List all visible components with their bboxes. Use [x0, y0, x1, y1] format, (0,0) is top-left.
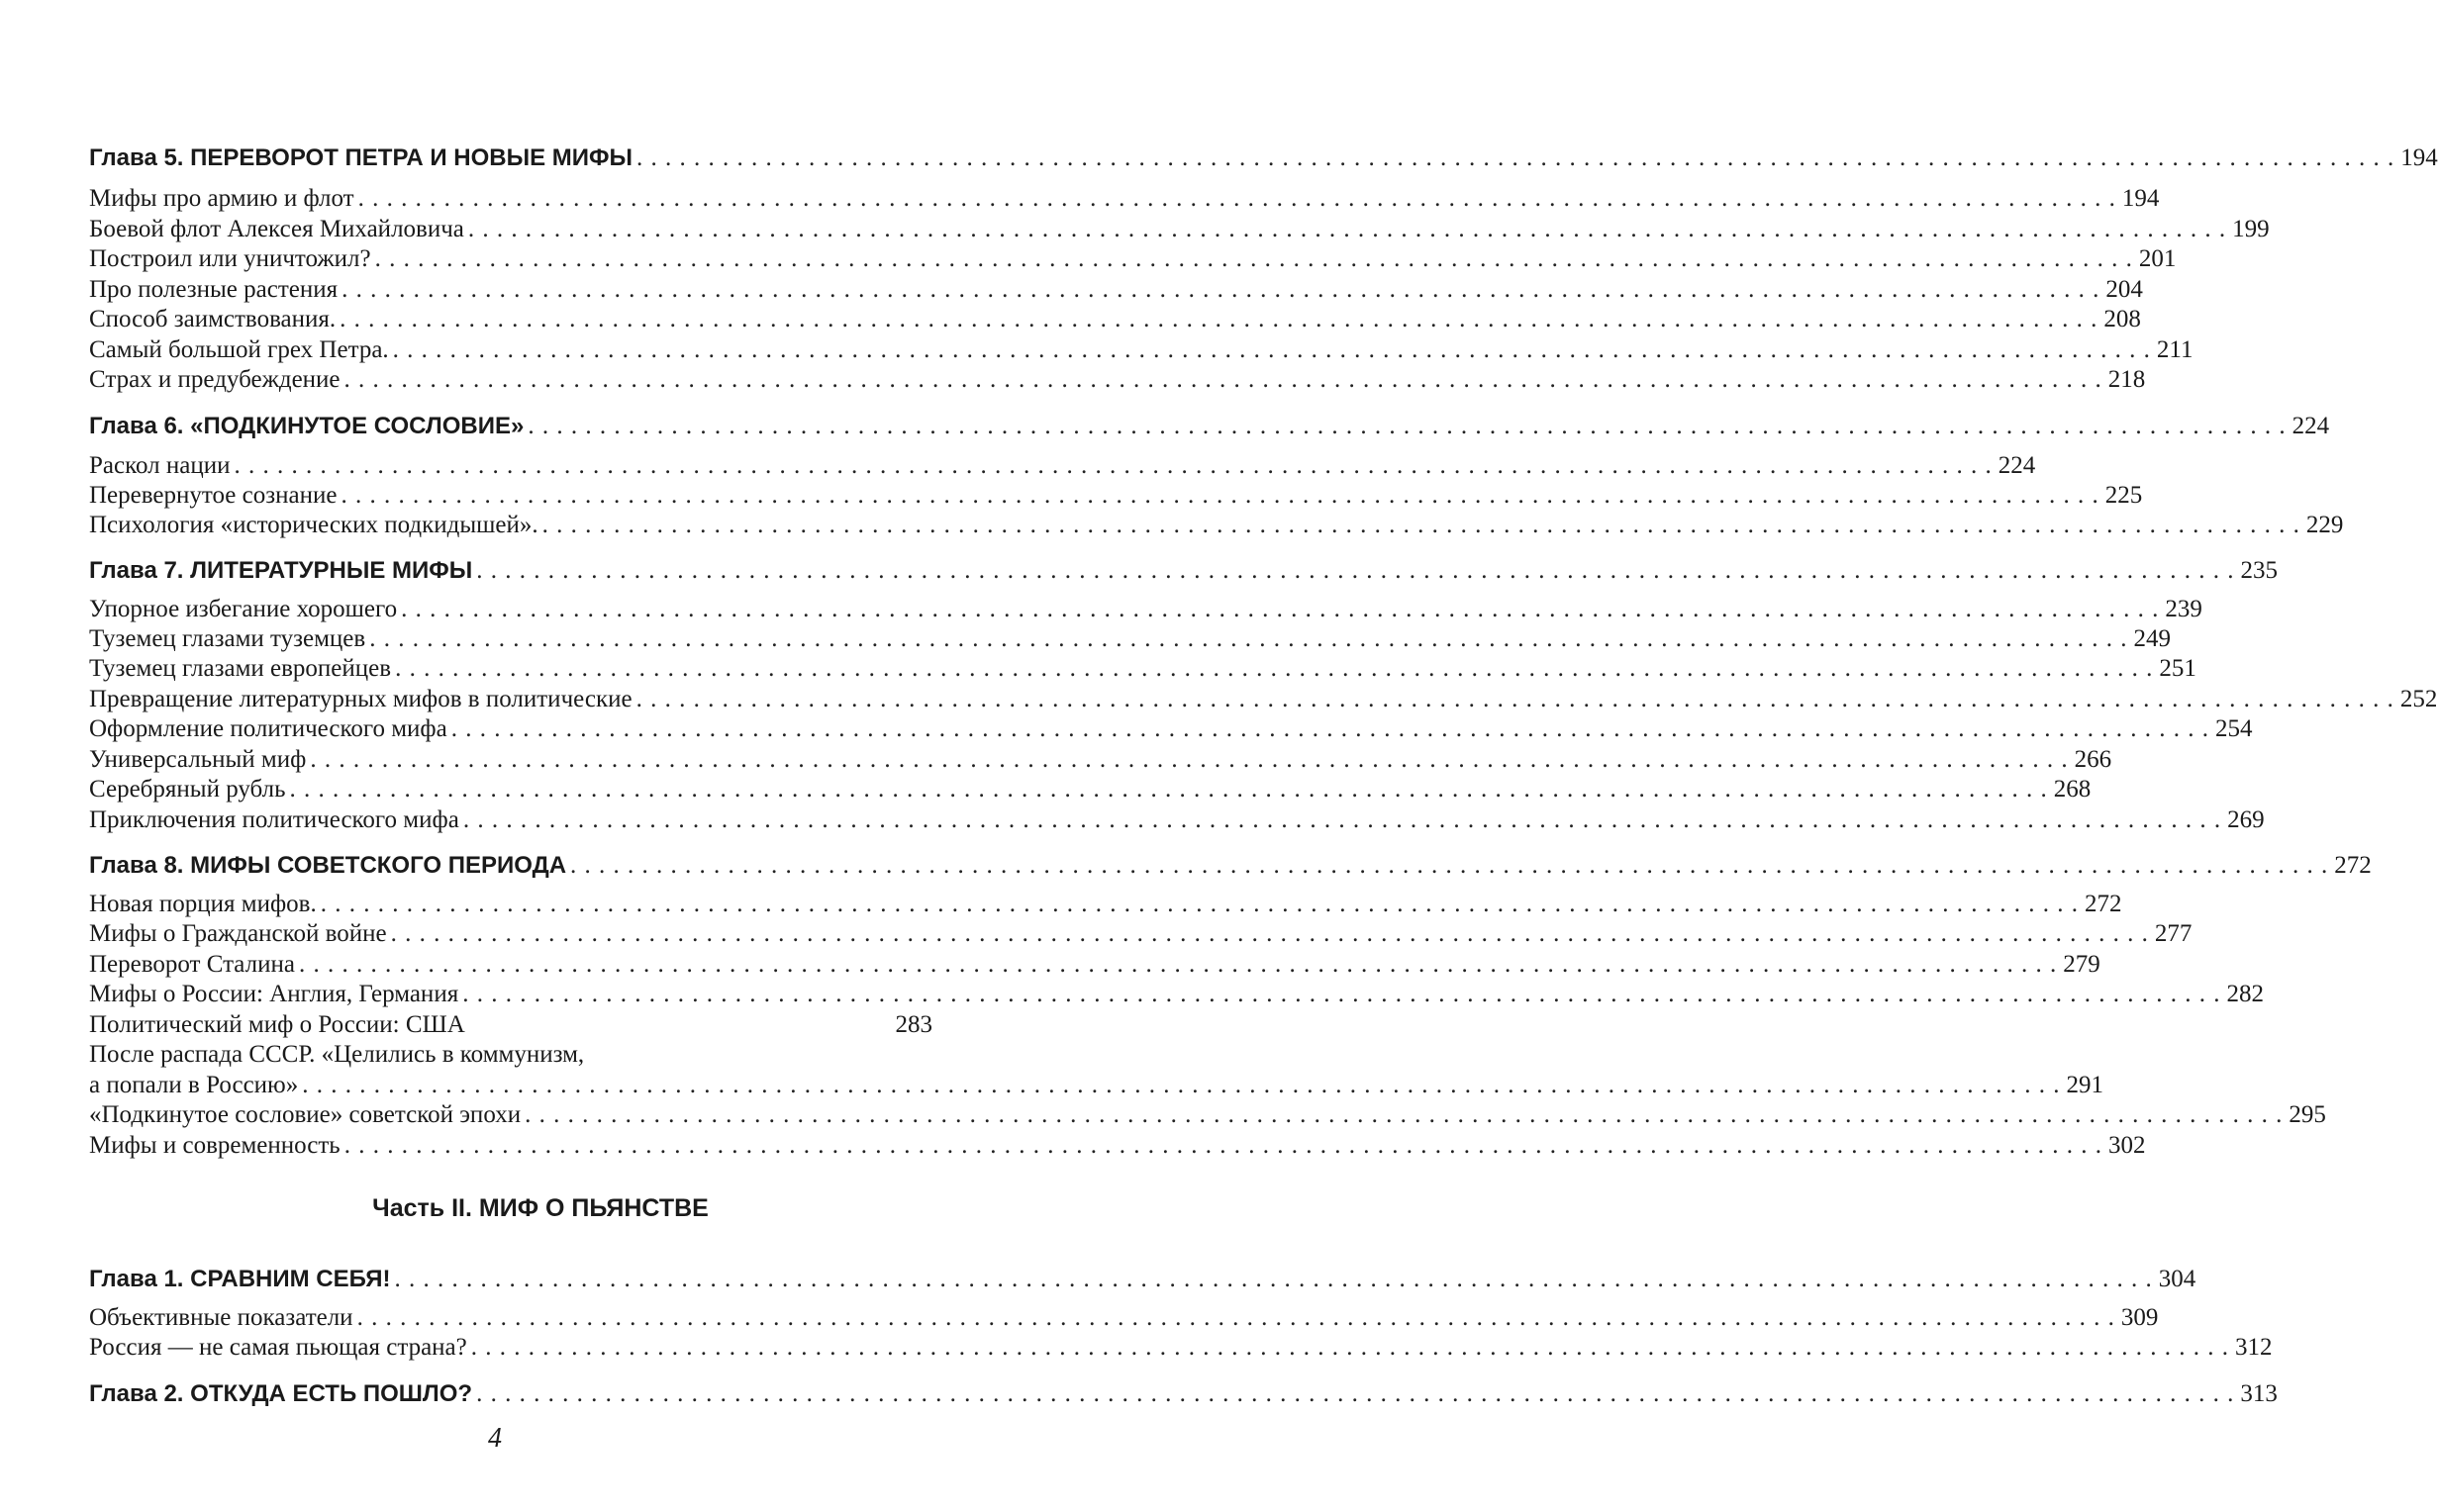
- entry-title: Страх и предубеждение: [89, 366, 341, 393]
- toc-entry[interactable]: [89, 1131, 2146, 1161]
- page-number: 272: [2084, 891, 2122, 917]
- toc-entry[interactable]: [89, 919, 2193, 949]
- toc-entry[interactable]: [89, 1010, 932, 1040]
- toc-part2-chapter-2[interactable]: [89, 1379, 2278, 1409]
- page-number: 224: [2292, 413, 2330, 439]
- page-number: 291: [2066, 1072, 2103, 1098]
- entry-title: Политический миф о России: США: [89, 1011, 465, 1038]
- page-number: 272: [2334, 852, 2372, 879]
- dot-leader: [476, 556, 2234, 586]
- dot-leader: [476, 1379, 2234, 1409]
- chapter-title: Глава 5. ПЕРЕВОРОТ ПЕТРА И НОВЫЕ МИФЫ: [89, 144, 633, 171]
- toc-entry[interactable]: [89, 511, 2344, 540]
- dot-leader: [525, 1100, 2283, 1130]
- entry-title: Боевой флот Алексея Михайловича: [89, 216, 464, 242]
- page-number: 309: [2120, 1304, 2159, 1331]
- dot-leader: [462, 980, 2220, 1009]
- page-number: 235: [2240, 557, 2279, 584]
- entry-title: Туземец глазами европейцев: [89, 655, 392, 682]
- dot-leader: [468, 215, 2226, 244]
- page-number: 201: [2138, 245, 2177, 272]
- toc-entry[interactable]: [89, 624, 2171, 654]
- page-number: 218: [2107, 366, 2146, 393]
- entry-title: Приключения политического мифа: [89, 806, 459, 833]
- entry-title: Самый большой грех Петра.: [89, 336, 389, 363]
- toc-entry[interactable]: [89, 685, 2438, 714]
- toc-entry[interactable]: [89, 305, 2141, 334]
- toc-part2-chapter-1[interactable]: [89, 1265, 2196, 1294]
- page-number: 268: [2053, 776, 2092, 803]
- dot-leader: [369, 624, 2127, 654]
- dot-leader: [344, 365, 2102, 395]
- chapter-title: Глава 6. «ПОДКИНУТОЕ СОСЛОВИЕ»: [89, 413, 525, 439]
- page-number: 302: [2107, 1132, 2146, 1159]
- toc-entry[interactable]: [89, 1333, 2273, 1363]
- toc-entry[interactable]: [89, 890, 2122, 919]
- toc-entry[interactable]: [89, 244, 2177, 274]
- entry-title: Упорное избегание хорошего: [89, 596, 398, 622]
- page-number: 229: [2305, 512, 2344, 538]
- chapter-title: Глава 1. СРАВНИМ СЕБЯ!: [89, 1266, 391, 1292]
- dot-leader: [391, 919, 2149, 949]
- toc-entry[interactable]: [89, 595, 2202, 624]
- entry-title: Построил или уничтожил?: [89, 245, 371, 272]
- dot-leader: [393, 335, 2151, 365]
- page-number: 279: [2063, 951, 2100, 978]
- toc-entry[interactable]: [89, 980, 2264, 1009]
- dot-leader: [341, 275, 2099, 305]
- dot-leader: [357, 1303, 2115, 1333]
- entry-title: Переворот Сталина: [89, 951, 295, 978]
- entry-title: Способ заимствования.: [89, 306, 337, 332]
- chapter-title: Глава 7. ЛИТЕРАТУРНЫЕ МИФЫ: [89, 557, 473, 584]
- part-heading: Часть II. МИФ О ПЬЯНСТВЕ: [372, 1194, 709, 1222]
- entry-title: Мифы и современность: [89, 1132, 341, 1159]
- page-number: 225: [2104, 482, 2143, 509]
- page-number: 251: [2159, 655, 2196, 682]
- page-number: 304: [2158, 1266, 2196, 1292]
- entry-title: Туземец глазами туземцев: [89, 625, 366, 652]
- entry-title: Оформление политического мифа: [89, 715, 447, 742]
- toc-entry[interactable]: [89, 805, 2265, 835]
- page-number: 194: [2121, 185, 2160, 212]
- page-number: 239: [2165, 596, 2202, 622]
- dot-leader: [344, 1131, 2102, 1161]
- dot-leader: [234, 451, 1992, 481]
- page-number: 208: [2103, 306, 2141, 332]
- page-number: 282: [2226, 981, 2264, 1007]
- page-number: 194: [2400, 144, 2438, 171]
- page-number: 254: [2214, 715, 2253, 742]
- toc-entry[interactable]: [89, 745, 2112, 775]
- dot-leader: [636, 143, 2394, 173]
- toc-entry[interactable]: [89, 775, 2092, 804]
- page-number: 277: [2154, 920, 2193, 947]
- dot-leader: [570, 851, 2328, 881]
- page-number: 252: [2399, 686, 2438, 712]
- entry-title: Перевернутое сознание: [89, 482, 338, 509]
- dot-leader: [290, 775, 2048, 804]
- entry-title: Психология «исторических подкидышей».: [89, 512, 538, 538]
- dot-leader: [302, 1071, 2060, 1100]
- entry-title: Мифы о России: Англия, Германия: [89, 981, 459, 1007]
- dot-leader: [341, 481, 2098, 511]
- dot-leader: [375, 244, 2133, 274]
- page-number: 266: [2074, 746, 2112, 773]
- toc-entry[interactable]: [89, 215, 2270, 244]
- entry-title: «Подкинутое сословие» советской эпохи: [89, 1101, 522, 1128]
- toc-entry[interactable]: [89, 365, 2146, 395]
- page-number: 295: [2289, 1101, 2326, 1128]
- toc-entry[interactable]: [89, 184, 2160, 214]
- toc-entry[interactable]: [89, 451, 2036, 481]
- chapter-title: Глава 8. МИФЫ СОВЕТСКОГО ПЕРИОДА: [89, 852, 567, 879]
- dot-leader: [636, 685, 2394, 714]
- toc-entry[interactable]: [89, 1100, 2326, 1130]
- page-number: 249: [2133, 625, 2171, 652]
- dot-leader: [358, 184, 2116, 214]
- dot-leader: [542, 511, 2300, 540]
- page-number: 283: [895, 1011, 932, 1038]
- chapter-title: Глава 2. ОТКУДА ЕСТЬ ПОШЛО?: [89, 1380, 473, 1407]
- entry-title: Серебряный рубль: [89, 776, 286, 803]
- page-number: 211: [2156, 336, 2194, 363]
- toc-chapter-5[interactable]: [89, 143, 2438, 173]
- entry-title: Раскол нации: [89, 452, 231, 479]
- entry-title: а попали в Россию»: [89, 1072, 299, 1098]
- toc-entry[interactable]: [89, 654, 2196, 684]
- page-number: 313: [2240, 1380, 2278, 1407]
- dot-leader: [401, 595, 2159, 624]
- dot-leader: [299, 950, 2057, 980]
- dot-leader: [528, 412, 2286, 441]
- toc-entry[interactable]: [89, 275, 2143, 305]
- dot-leader: [451, 714, 2209, 744]
- dot-leader: [340, 305, 2097, 334]
- dot-leader: [463, 805, 2221, 835]
- toc-entry[interactable]: [89, 1303, 2159, 1333]
- entry-title: Объективные показатели: [89, 1304, 353, 1331]
- page-number: 312: [2235, 1334, 2273, 1361]
- dot-leader: [471, 1333, 2229, 1363]
- toc-chapter-7[interactable]: [89, 556, 2279, 586]
- page-number: 204: [2105, 276, 2143, 303]
- entry-title: Превращение литературных мифов в политические: [89, 686, 633, 712]
- toc-entry[interactable]: [89, 950, 2100, 980]
- toc-chapter-6[interactable]: [89, 412, 2330, 441]
- entry-title: Новая порция мифов.: [89, 891, 317, 917]
- entry-title: Универсальный миф: [89, 746, 307, 773]
- entry-title: Мифы про армию и флот: [89, 185, 354, 212]
- page-number: 269: [2227, 806, 2265, 833]
- entry-title: Про полезные растения: [89, 276, 339, 303]
- page-number: 199: [2232, 216, 2270, 242]
- dot-leader: [321, 890, 2079, 919]
- toc-entry[interactable]: [89, 335, 2194, 365]
- entry-title: Мифы о Гражданской войне: [89, 920, 387, 947]
- page-folio: 4: [488, 1423, 502, 1454]
- dot-leader: [310, 745, 2068, 775]
- dot-leader: [395, 654, 2153, 684]
- toc-entry[interactable]: [89, 481, 2143, 511]
- dot-leader: [395, 1265, 2153, 1294]
- toc-chapter-8[interactable]: [89, 851, 2372, 881]
- toc-entry[interactable]: [89, 714, 2253, 744]
- toc-entry[interactable]: [89, 1071, 2103, 1100]
- toc-entry-line-1[interactable]: После распада СССР. «Целились в коммунизм,: [89, 1041, 585, 1068]
- entry-title: Россия — не самая пьющая страна?: [89, 1334, 467, 1361]
- page-number: 224: [1998, 452, 2036, 479]
